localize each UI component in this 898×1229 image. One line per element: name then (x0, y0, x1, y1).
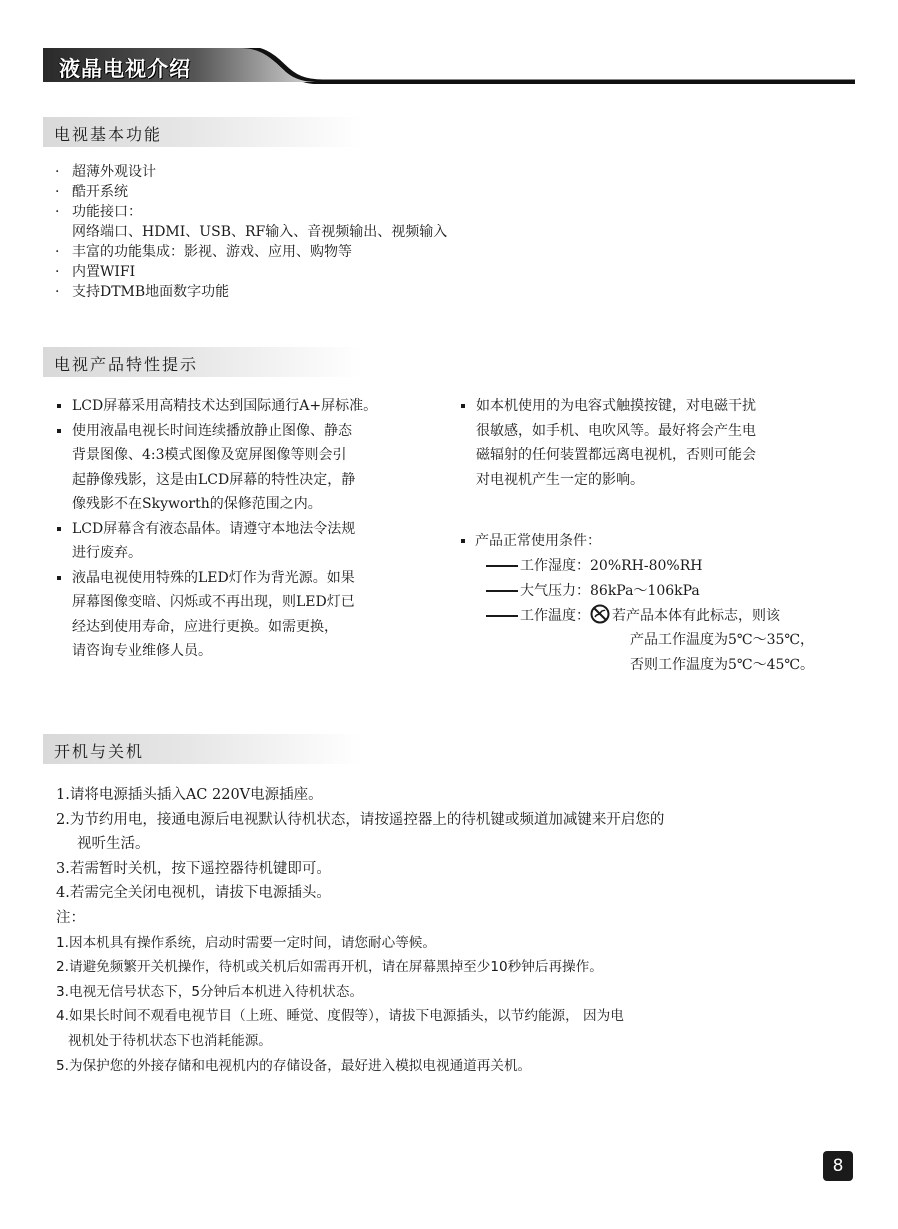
list-item: LCD屏幕采用高精技术达到国际通行A+屏标准。 (56, 394, 377, 419)
basic-features-list (54, 162, 447, 302)
traits-left-column (56, 394, 377, 664)
section-title: 电视基本功能 (54, 125, 163, 144)
list-item: 液晶电视使用特殊的LED灯作为背光源。如果 屏幕图像变暗、闪烁或不再出现，则LED灯已 经达到使用寿命，应进行更换。如需更换， 请咨询专业维修人员。 (56, 566, 377, 664)
conditions-title: 产品正常使用条件： (460, 530, 601, 550)
condition-temperature: 工作温度： 若产品本体有此标志，则该 (486, 604, 780, 625)
condition-temperature-line2: 产品工作温度为5℃～35℃， (630, 632, 815, 648)
note-line: 1.因本机具有操作系统，启动时需要一定时间，请您耐心等候。 (56, 934, 436, 951)
note-line: 5.为保护您的外接存储和电视机内的存储设备，最好进入模拟电视通道再关机。 (56, 1057, 532, 1074)
list-item: 如本机使用的为电容式触摸按键，对电磁干扰 很敏感，如手机、电吹风等。最好将会产生电 磁辐射的任何装置都远离电视机，否则可能会 对电视机产生一定的影响。 (460, 394, 756, 492)
power-instructions (56, 783, 664, 1078)
page-number: 8 (823, 1151, 853, 1181)
note-label: 注： (56, 909, 85, 926)
page-title: 液晶电视介绍 (59, 56, 191, 81)
note-line: 3.电视无信号状态下，5分钟后本机进入待机状态。 (56, 983, 364, 1000)
section-title: 电视产品特性提示 (54, 355, 199, 374)
section-header-basic-functions (43, 117, 363, 147)
step-line: 3.若需暂时关机，按下遥控器待机键即可。 (56, 860, 331, 877)
note-line: 2.请避免频繁开关机操作，待机或关机后如需再开机，请在屏幕黑掉至少10秒钟后再操作。 (56, 959, 603, 976)
step-line: 1.请将电源插头插入AC 220V电源插座。 (56, 787, 323, 803)
list-item: · 超薄外观设计 (55, 164, 156, 180)
list-item: · 内置WIFI (55, 264, 136, 280)
section-title: 开机与关机 (54, 742, 145, 761)
step-line: 视听生活。 (77, 836, 150, 853)
list-item: · 丰富的功能集成：影视、游戏、应用、购物等 (55, 244, 352, 260)
list-item-sub: 网络端口、HDMI、USB、RF输入、音视频输出、视频输入 (72, 224, 448, 240)
list-item: · 功能接口： (55, 204, 142, 220)
condition-temperature-line3: 否则工作温度为5℃～45℃。 (630, 657, 815, 673)
list-item: LCD屏幕含有液态晶体。请遵守本地法令法规 进行废弃。 (56, 517, 377, 566)
traits-right-column (460, 394, 756, 492)
no-symbol-icon (590, 604, 610, 624)
condition-humidity: 工作湿度：20%RH-80%RH (486, 555, 702, 575)
list-item: · 酷开系统 (55, 184, 128, 200)
list-item: 使用液晶电视长时间连续播放静止图像、静态 背景图像、4:3模式图像及宽屏图像等则会引 起静像残影，这是由LCD屏幕的特性决定，静 像残影不在Skyworth的保修范围之内。 (56, 419, 377, 517)
note-line: 4.如果长时间不观看电视节目（上班、睡觉、度假等），请拔下电源插头，以节约能源， 因为电 (56, 1008, 624, 1025)
header-banner (43, 48, 855, 84)
note-line: 视机处于待机状态下也消耗能源。 (68, 1032, 272, 1049)
section-header-product-traits (43, 347, 363, 377)
condition-pressure: 大气压力：86kPa～106kPa (486, 580, 700, 600)
step-line: 2.为节约用电，接通电源后电视默认待机状态，请按遥控器上的待机键或频道加减键来开启您的 (56, 811, 665, 828)
list-item: · 支持DTMB地面数字功能 (55, 284, 230, 300)
step-line: 4.若需完全关闭电视机，请拔下电源插头。 (56, 885, 331, 902)
section-header-power (43, 734, 363, 764)
